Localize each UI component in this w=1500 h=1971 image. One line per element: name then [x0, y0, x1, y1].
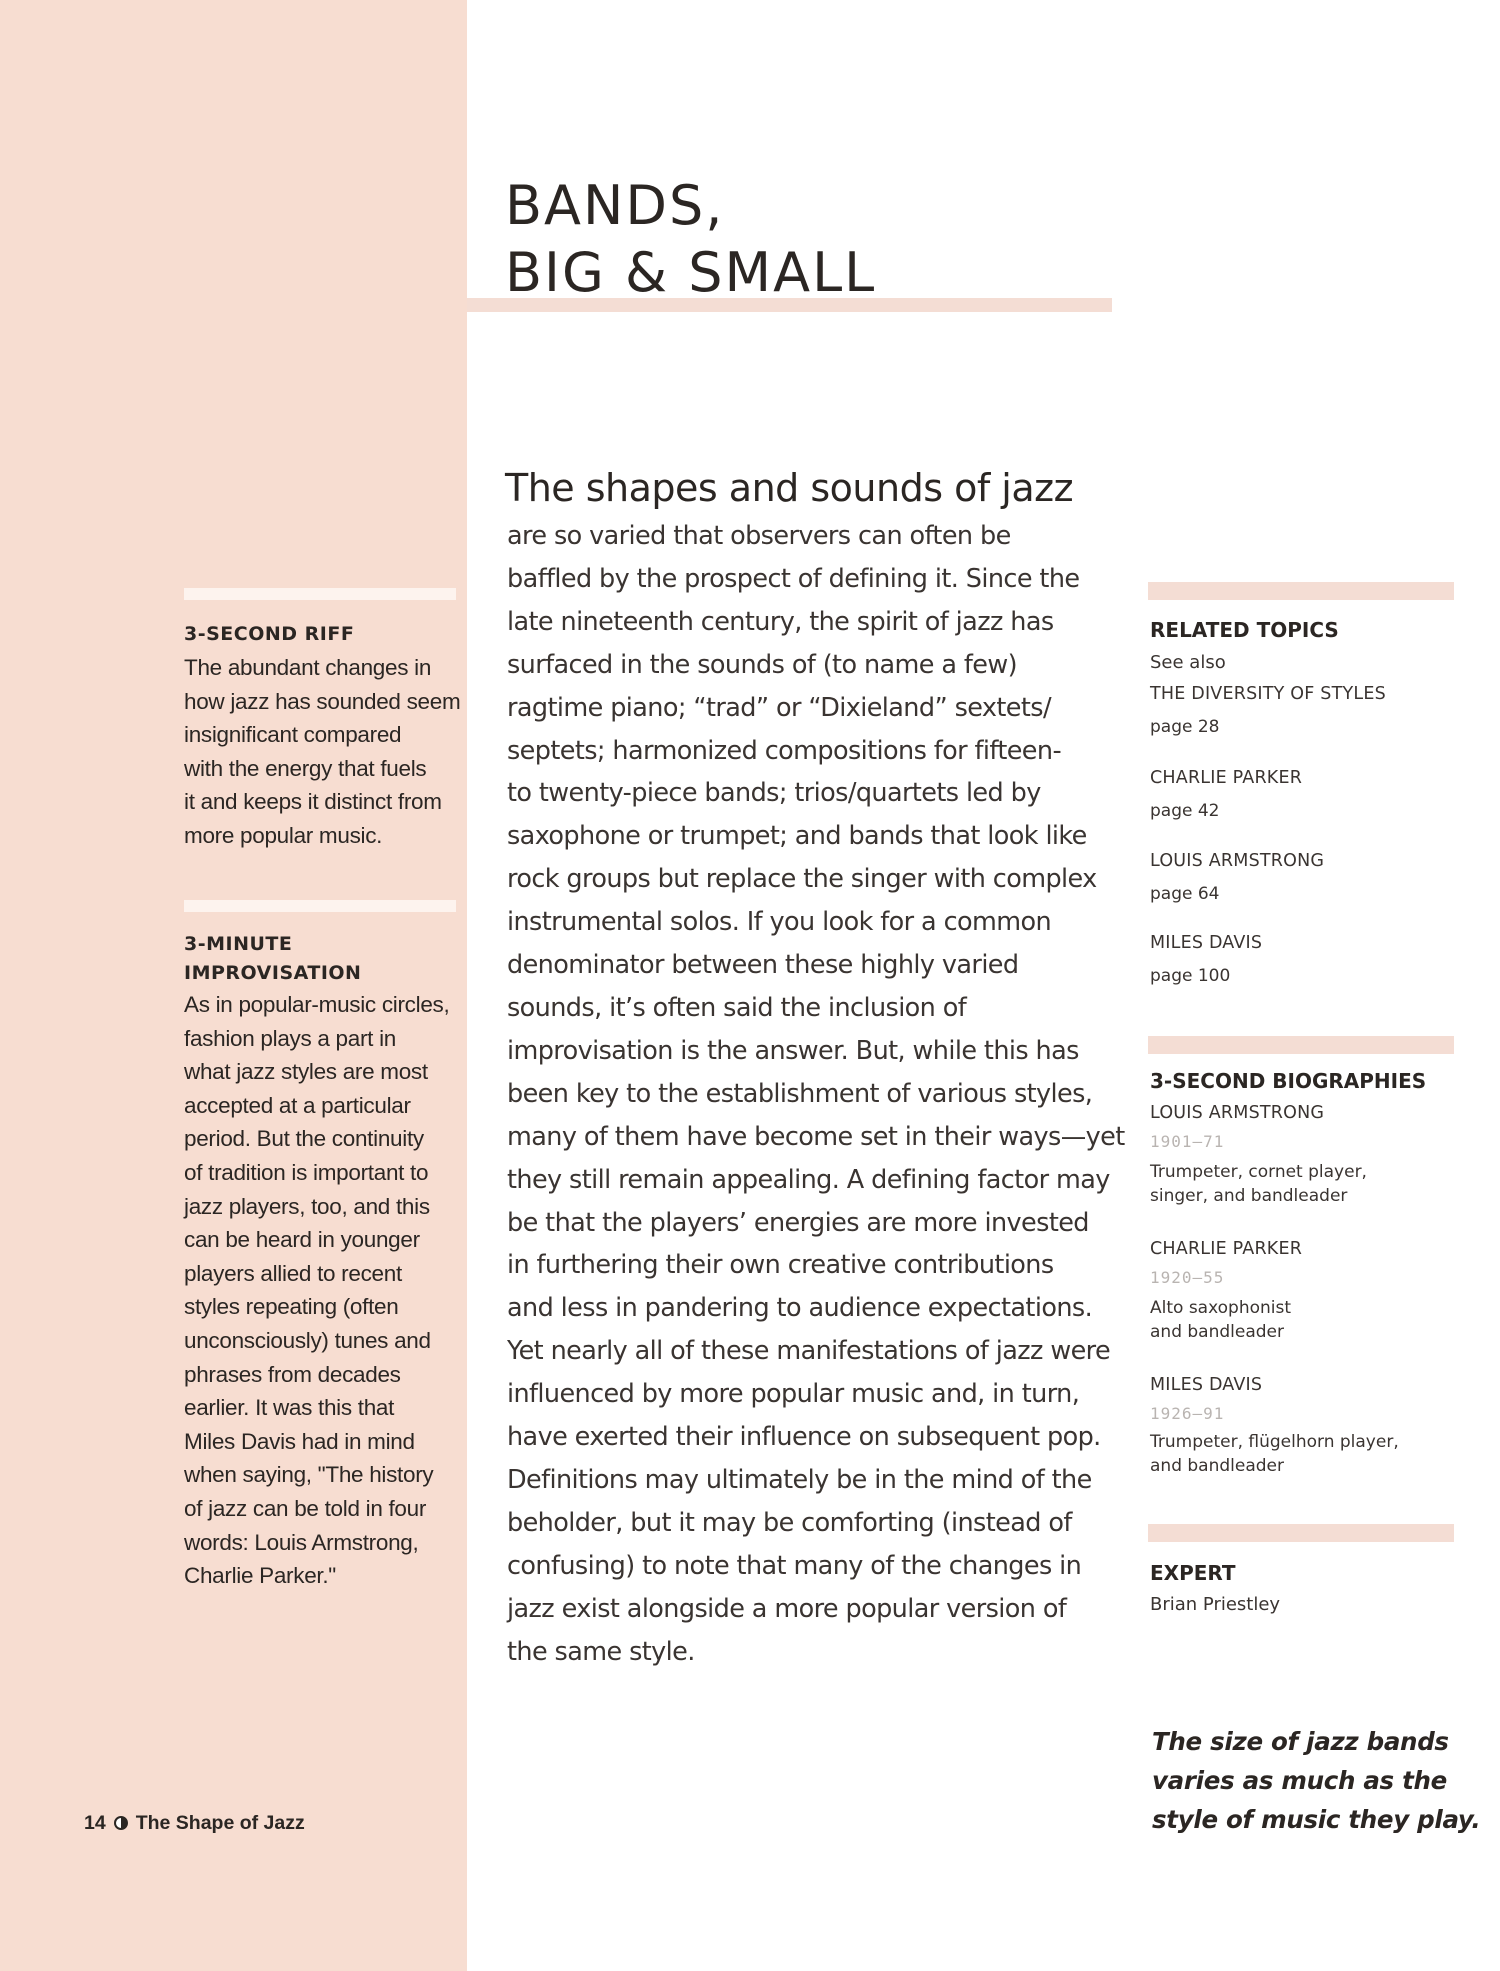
related-topic-page: page 64	[1150, 884, 1220, 904]
body-text-line: jazz exist alongside a more popular version of	[507, 1593, 1067, 1624]
riff-text-line: The abundant changes in	[184, 655, 432, 680]
improvisation-divider	[184, 900, 456, 912]
improvisation-text-line: words: Louis Armstrong,	[184, 1529, 419, 1555]
improvisation-text	[184, 988, 460, 1593]
improvisation-text-line: when saying, "The history	[184, 1462, 434, 1488]
riff-text-line: insignificant compared	[184, 722, 402, 748]
caption-line-2: varies as much as the	[1152, 1766, 1447, 1795]
body-text-line: confusing) to note that many of the changes in	[507, 1550, 1082, 1581]
biography-description-line: Trumpeter, flügelhorn player,	[1150, 1432, 1399, 1452]
biography-description-line: Alto saxophonist	[1150, 1298, 1292, 1318]
body-text-line: denominator between these highly varied	[507, 950, 1019, 981]
riff-text-line: with the energy that fuels	[184, 755, 427, 781]
riff-text-line: how jazz has sounded seem	[184, 688, 461, 714]
related-divider	[1148, 582, 1454, 600]
body-text-line: improvisation is the answer. But, while this has	[507, 1035, 1079, 1066]
expert-heading: EXPERT	[1150, 1561, 1236, 1585]
biography-name: LOUIS ARMSTRONG	[1150, 1103, 1325, 1123]
improvisation-heading	[184, 930, 361, 988]
biography-description	[1150, 1430, 1399, 1478]
improvisation-text-line: accepted at a particular	[184, 1092, 411, 1118]
body-text-line: baffled by the prospect of defining it. Since the	[507, 563, 1080, 594]
biography-description-line: singer, and bandleader	[1150, 1186, 1348, 1206]
body-text-line: and less in pandering to audience expectations.	[507, 1293, 1093, 1324]
body-text-line: been key to the establishment of various styles,	[507, 1078, 1093, 1109]
page-title-line-2: BIG & SMALL	[505, 241, 877, 304]
body-text-line: saxophone or trumpet; and bands that look like	[507, 821, 1087, 852]
caption-line-3: style of music they play.	[1152, 1805, 1481, 1834]
improvisation-text-line: As in popular-music circles,	[184, 992, 450, 1017]
improvisation-text-line: what jazz styles are most	[184, 1059, 428, 1085]
improvisation-text-line: can be heard in younger	[184, 1227, 420, 1253]
biography-dates: 1926–91	[1150, 1404, 1225, 1423]
improvisation-text-line: phrases from decades	[184, 1361, 401, 1387]
improvisation-heading-line-1: 3-MINUTE	[184, 933, 293, 955]
improvisation-text-line: jazz players, too, and this	[184, 1193, 430, 1219]
biography-description	[1150, 1160, 1367, 1208]
page-number: 14	[84, 1812, 106, 1834]
biography-description	[1150, 1296, 1291, 1344]
biographies-divider	[1148, 1036, 1454, 1054]
body-text-line: many of them have become set in their ways—yet	[507, 1121, 1125, 1152]
image-caption	[1152, 1722, 1480, 1839]
biography-dates: 1901–71	[1150, 1132, 1225, 1151]
improvisation-text-line: of tradition is important to	[184, 1159, 429, 1185]
lead-text: The shapes and sounds of jazz	[505, 466, 1074, 510]
page-title	[505, 172, 876, 306]
body-text-line: the same style.	[507, 1636, 695, 1667]
expert-name: Brian Priestley	[1150, 1594, 1281, 1615]
body-text-line: in furthering their own creative contributions	[507, 1250, 1054, 1281]
riff-divider	[184, 588, 456, 600]
biography-dates: 1920–55	[1150, 1268, 1225, 1287]
body-text-line: ragtime piano; “trad” or “Dixieland” sextets/	[507, 692, 1051, 723]
related-topic-name: MILES DAVIS	[1150, 933, 1263, 953]
related-topic-name: LOUIS ARMSTRONG	[1150, 851, 1325, 871]
body-text-line: influenced by more popular music and, in turn,	[507, 1379, 1080, 1410]
expert-divider	[1148, 1524, 1454, 1542]
body-text-line: late nineteenth century, the spirit of jazz has	[507, 606, 1054, 637]
riff-heading: 3-SECOND RIFF	[184, 623, 355, 645]
related-topic-name: THE DIVERSITY OF STYLES	[1150, 684, 1386, 704]
improvisation-text-line: unconsciously) tunes and	[184, 1327, 431, 1353]
related-topic-page: page 100	[1150, 966, 1231, 986]
related-topic-page: page 28	[1150, 717, 1220, 737]
section-name: The Shape of Jazz	[135, 1812, 305, 1834]
body-text-line: Definitions may ultimately be in the mind of the	[507, 1464, 1092, 1495]
improvisation-text-line: Charlie Parker."	[184, 1563, 336, 1589]
improvisation-text-line: of jazz can be told in four	[184, 1495, 427, 1521]
improvisation-text-line: players allied to recent	[184, 1260, 402, 1286]
biographies-heading: 3-SECOND BIOGRAPHIES	[1150, 1069, 1427, 1093]
body-text-line: Yet nearly all of these manifestations of jazz were	[507, 1336, 1111, 1367]
biography-name: MILES DAVIS	[1150, 1375, 1263, 1395]
riff-text-line: it and keeps it distinct from	[184, 789, 442, 815]
improvisation-text-line: fashion plays a part in	[184, 1025, 396, 1051]
body-text-line: to twenty-piece bands; trios/quartets led by	[507, 778, 1041, 809]
related-topic-name: CHARLIE PARKER	[1150, 768, 1303, 788]
riff-text	[184, 651, 460, 853]
body-text-line: rock groups but replace the singer with complex	[507, 864, 1097, 895]
biography-description-line: and bandleader	[1150, 1456, 1284, 1476]
half-circle-icon	[114, 1816, 128, 1830]
biography-description-line: and bandleader	[1150, 1322, 1284, 1342]
body-text-line: sounds, it’s often said the inclusion of	[507, 992, 967, 1023]
body-text-line: be that the players’ energies are more invested	[507, 1207, 1089, 1238]
see-also-label: See also	[1150, 652, 1226, 673]
body-text-line: surfaced in the sounds of (to name a few)	[507, 649, 1017, 680]
body-text-line: are so varied that observers can often be	[507, 521, 1011, 551]
body-text-line: have exerted their influence on subsequent pop.	[507, 1422, 1101, 1453]
improvisation-text-line: earlier. It was this that	[184, 1395, 395, 1421]
related-heading: RELATED TOPICS	[1150, 618, 1339, 642]
riff-text-line: more popular music.	[184, 822, 383, 848]
page-footer	[84, 1806, 305, 1840]
related-topic-page: page 42	[1150, 801, 1220, 821]
improvisation-text-line: styles repeating (often	[184, 1294, 399, 1320]
body-text-line: they still remain appealing. A defining factor may	[507, 1164, 1110, 1195]
caption-line-1: The size of jazz bands	[1152, 1727, 1449, 1756]
page-title-line-1: BANDS,	[505, 174, 725, 237]
improvisation-text-line: Miles Davis had in mind	[184, 1428, 415, 1454]
biography-name: CHARLIE PARKER	[1150, 1239, 1303, 1259]
body-text-line: instrumental solos. If you look for a common	[507, 907, 1052, 938]
body-text-line: beholder, but it may be comforting (instead of	[507, 1507, 1072, 1538]
improvisation-heading-line-2: IMPROVISATION	[184, 962, 362, 984]
body-text-line: septets; harmonized compositions for fifteen-	[507, 735, 1062, 766]
improvisation-text-line: period. But the continuity	[184, 1126, 424, 1152]
body-text	[507, 515, 1125, 1673]
biography-description-line: Trumpeter, cornet player,	[1150, 1162, 1367, 1182]
